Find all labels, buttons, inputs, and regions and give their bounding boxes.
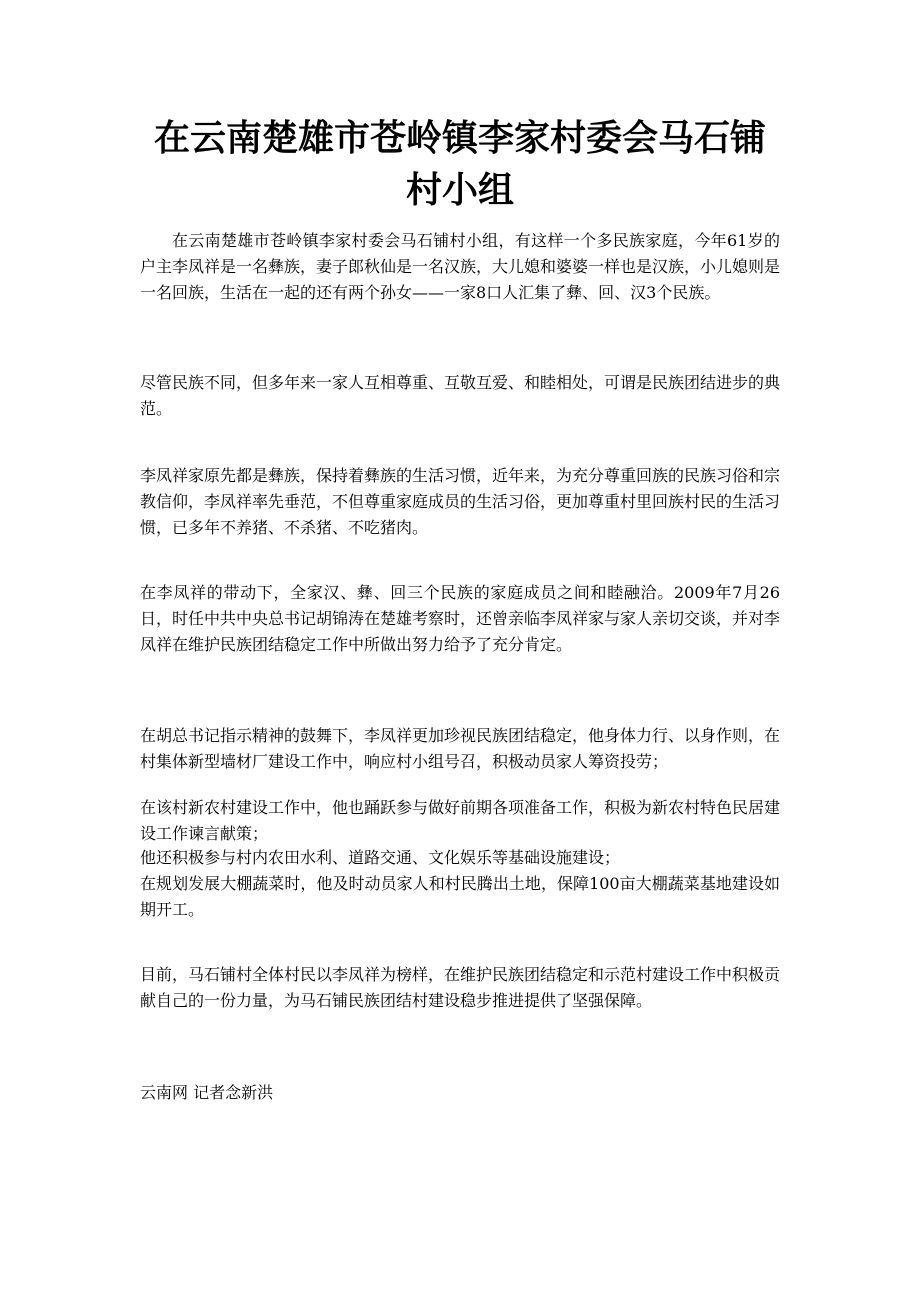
paragraph-intro: 在云南楚雄市苍岭镇李家村委会马石铺村小组，有这样一个多民族家庭，今年61岁的户主李凤祥是一名彝族，妻子郎秋仙是一名汉族，大儿媳和婆婆一样也是汉族，小儿媳则是一名回族，生活在一起的还有两个孙女——一家8口人汇集了彝、回、汉3个民族。 (140, 231, 781, 302)
paragraph-harmony: 尽管民族不同，但多年来一家人互相尊重、互敬互爱、和睦相处，可谓是民族团结进步的典范。 (140, 373, 781, 418)
paragraph-action-4: 在规划发展大棚蔬菜时，他及时动员家人和村民腾出土地，保障100亩大棚蔬菜基地建设如期开工。 (140, 874, 780, 919)
paragraph-visit: 在李凤祥的带动下，全家汉、彝、回三个民族的家庭成员之间和睦融洽。2009年7月26日，时任中共中央总书记胡锦涛在楚雄考察时，还曾亲临李凤祥家与家人亲切交谈，并对李凤祥在维护民族团结稳定工作中所做出努力给予了充分肯定。 (140, 583, 781, 654)
paragraph-conclusion: 目前，马石铺村全体村民以李凤祥为榜样，在维护民族团结稳定和示范村建设工作中积极贡献自己的一份力量，为马石铺民族团结村建设稳步推进提供了坚强保障。 (140, 965, 781, 1010)
document-title: 在云南楚雄市苍岭镇李家村委会马石铺村小组 (153, 117, 766, 211)
paragraph-action-2: 在该村新农村建设工作中，他也踊跃参与做好前期各项准备工作，积极为新农村特色民居建设工作谏言献策； (140, 798, 781, 843)
paragraph-customs: 李凤祥家原先都是彝族，保持着彝族的生活习惯，近年来，为充分尊重回族的民族习俗和宗教信仰，李凤祥率先垂范，不但尊重家庭成员的生活习俗，更加尊重村里回族村民的生活习惯，已多年不养猪、不杀猪、不吃猪肉。 (140, 466, 781, 537)
paragraph-action-1: 在胡总书记指示精神的鼓舞下，李凤祥更加珍视民族团结稳定，他身体力行、以身作则，在村集体新型墙材厂建设工作中，响应村小组号召，积极动员家人筹资投劳； (140, 726, 781, 771)
byline: 云南网 记者念新洪 (140, 1083, 274, 1102)
paragraph-action-3: 他还积极参与村内农田水利、道路交通、文化娱乐等基础设施建设； (140, 848, 621, 867)
